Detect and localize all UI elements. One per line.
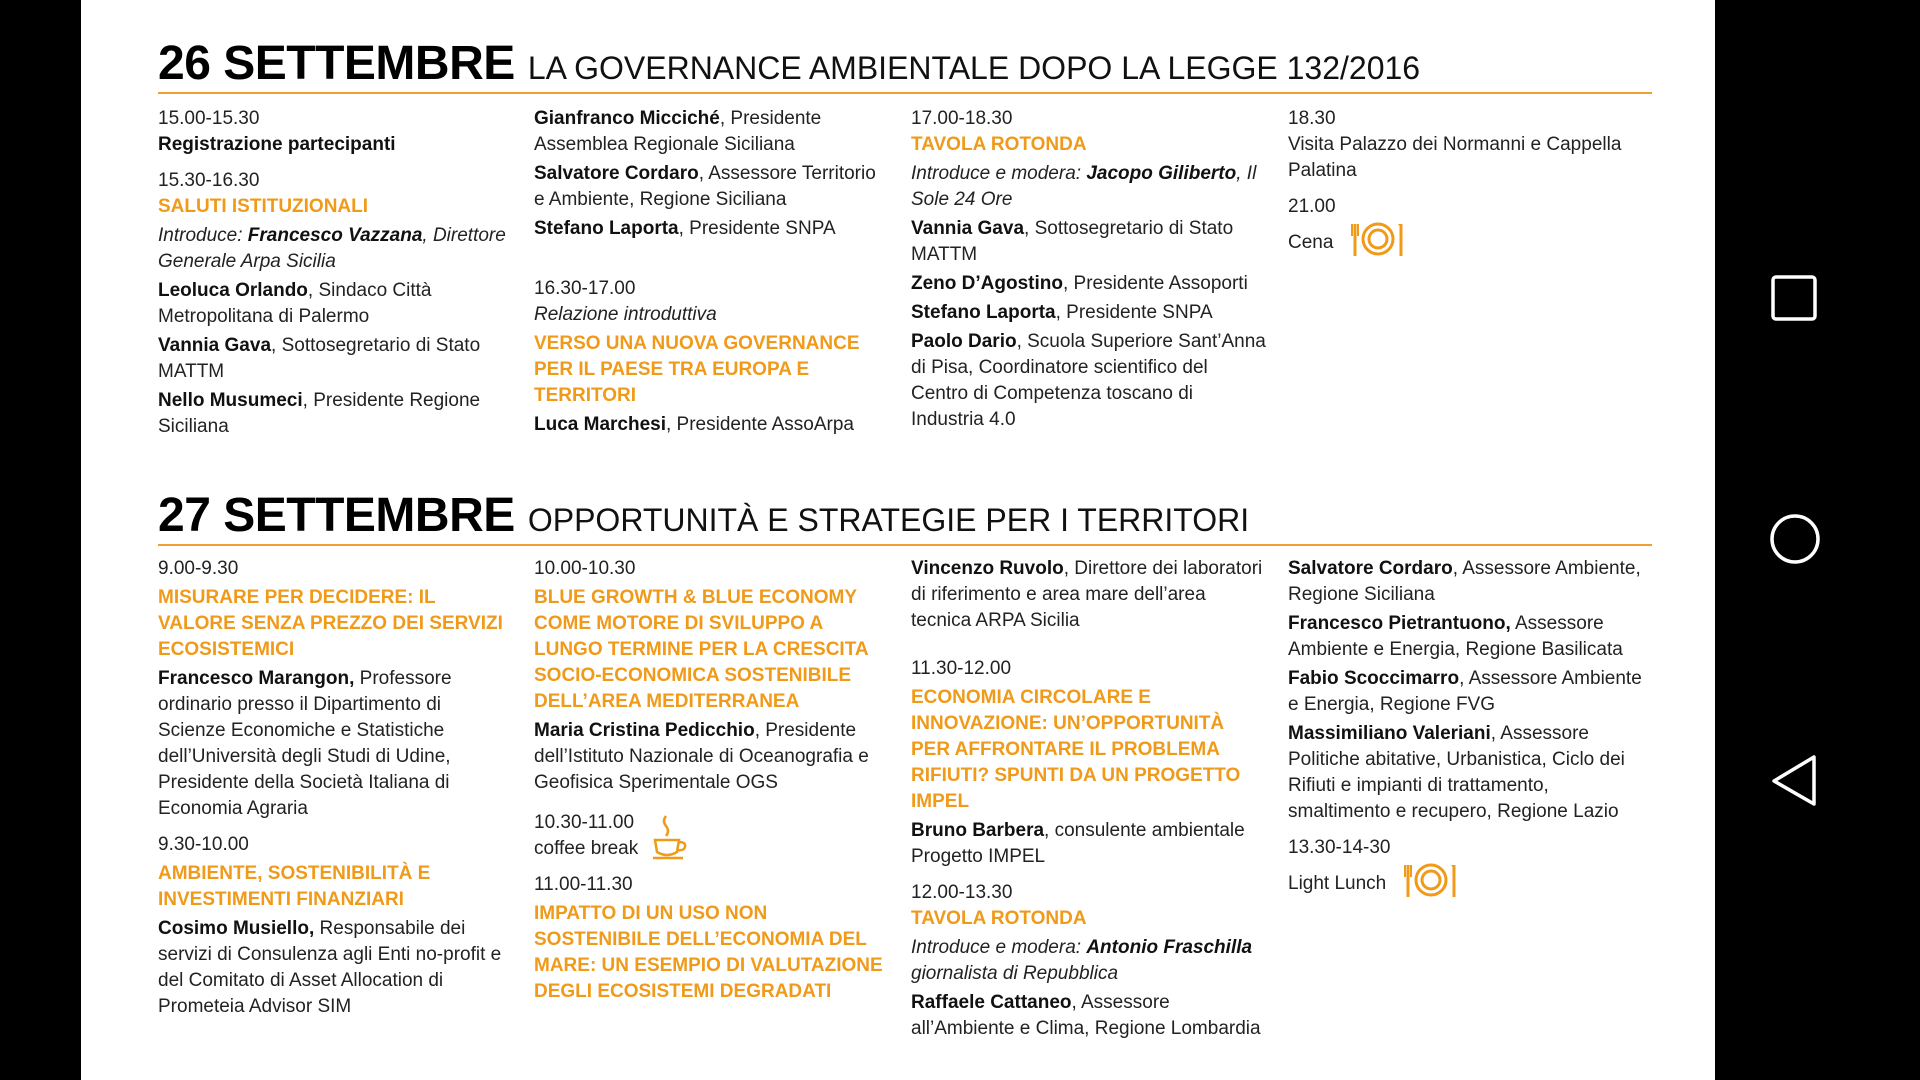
speaker-entry	[911, 300, 1266, 326]
day-date: 26 SETTEMBRE	[158, 37, 515, 90]
speaker-name: Nello Musumeci	[158, 390, 303, 411]
speaker-entry	[158, 333, 513, 385]
speaker-role: , Presidente SNPA	[678, 218, 836, 239]
speaker-name: Stefano Laporta	[911, 302, 1056, 323]
session-label: Relazione introduttiva	[534, 304, 717, 325]
speaker-name: Salvatore Cordaro	[1288, 558, 1453, 579]
moderator-label: Introduce e modera:	[911, 163, 1087, 184]
time-slot: 15.00-15.30	[158, 108, 260, 129]
speaker-role: , Direttore Generale Arpa Sicilia	[158, 225, 506, 272]
speaker-role: , Sindaco Città Metropolitana di Palermo	[158, 280, 432, 327]
time-slot: 11.30-12.00	[911, 658, 1012, 679]
speaker-name: Cosimo Musiello,	[158, 918, 315, 939]
time-slot: 11.00-11.30	[534, 874, 633, 895]
speaker-role: , Presidente dell’Istituto Nazionale di Oceanografia e Geofisica Sperimentale OGS	[534, 720, 869, 793]
time-slot: 10.00-10.30	[534, 558, 636, 579]
speaker-role: , Presidente Regione Siciliana	[158, 390, 481, 437]
session-title: TAVOLA ROTONDA	[911, 134, 1087, 155]
speaker-role: , Assessore all’Ambiente e Clima, Regione Lombardia	[911, 992, 1261, 1039]
speaker-name: Salvatore Cordaro	[534, 163, 699, 184]
speaker-entry	[158, 666, 513, 822]
speaker-role: , Assessore Politiche abitative, Urbanistica, Ciclo dei Rifiuti e impianti di trattamento, smaltimento e recupero, Regione Lazio	[1288, 723, 1625, 822]
speaker-entry	[534, 106, 889, 158]
day-theme: OPPORTUNITÀ E STRATEGIE PER I TERRITORI	[527, 502, 1250, 538]
session-label: Cena	[1288, 232, 1334, 254]
speaker-name: Zeno D’Agostino	[911, 273, 1063, 294]
speaker-name: Vannia Gava	[911, 218, 1025, 239]
time-slot: 16.30-17.00	[534, 278, 636, 299]
moderator-label: Introduce e modera:	[911, 937, 1087, 958]
speaker-role: Assessore Ambiente e Energia, Regione Basilicata	[1288, 613, 1623, 660]
moderator-line	[911, 935, 1266, 987]
lunch-line	[1288, 861, 1643, 907]
speaker-entry	[534, 216, 889, 242]
day-theme: LA GOVERNANCE AMBIENTALE DOPO LA LEGGE 132/2016	[527, 50, 1421, 86]
document-page	[81, 0, 1715, 1080]
speaker-role: , Presidente Assoporti	[1062, 273, 1248, 294]
speaker-role: , Il Sole 24 Ore	[911, 163, 1257, 210]
intro-label: Introduce:	[158, 225, 248, 246]
session-title: ECONOMIA CIRCOLARE E INNOVAZIONE: UN’OPPORTUNITÀ PER AFFRONTARE IL PROBLEMA RIFIUTI? SPUNTI DA UN PROGETTO IMPEL	[911, 687, 1241, 812]
session-label: Registrazione partecipanti	[158, 134, 396, 155]
speaker-entry	[158, 278, 513, 330]
speaker-entry	[534, 412, 889, 438]
moderator-line	[911, 161, 1266, 213]
circle-icon	[1770, 514, 1824, 568]
session-label: coffee break	[534, 838, 639, 859]
speaker-name: Vannia Gava	[158, 335, 272, 356]
time-slot: 21.00	[1288, 196, 1336, 217]
speaker-name: Fabio Scoccimarro	[1288, 668, 1460, 689]
session-label: Visita Palazzo dei Normanni e Cappella Palatina	[1288, 134, 1622, 181]
speaker-entry	[1288, 556, 1643, 608]
time-slot: 9.30-10.00	[158, 834, 249, 855]
speaker-role: , Assessore Territorio e Ambiente, Regione Siciliana	[534, 163, 876, 210]
day2-column-3	[911, 556, 1266, 1042]
recents-button[interactable]	[1715, 260, 1920, 340]
speaker-name: Maria Cristina Pedicchio	[534, 720, 755, 741]
square-icon	[1770, 274, 1820, 324]
plate-cutlery-icon	[1402, 861, 1460, 907]
session-title: AMBIENTE, SOSTENIBILITÀ E INVESTIMENTI FINANZIARI	[158, 863, 431, 910]
speaker-entry	[911, 329, 1266, 433]
speaker-name: Raffaele Cattaneo	[911, 992, 1072, 1013]
speaker-name: Francesco Marangon,	[158, 668, 355, 689]
day-header-1	[158, 37, 1652, 94]
speaker-entry	[911, 216, 1266, 268]
speaker-entry	[911, 990, 1266, 1042]
home-button[interactable]	[1715, 500, 1920, 580]
session-title: IMPATTO DI UN USO NON SOSTENIBILE DELL’ECONOMIA DEL MARE: UN ESEMPIO DI VALUTAZIONE DEGLI ECOSISTEMI DEGRADATI	[534, 903, 883, 1002]
back-button[interactable]	[1715, 740, 1920, 820]
speaker-name: Stefano Laporta	[534, 218, 679, 239]
speaker-name: Bruno Barbera	[911, 820, 1045, 841]
day2-column-2	[534, 556, 889, 1005]
speaker-role: , Assessore Ambiente e Energia, Regione FVG	[1288, 668, 1642, 715]
speaker-role: , Presidente AssoArpa	[666, 414, 854, 435]
speaker-entry	[1288, 611, 1643, 663]
plate-cutlery-icon	[1349, 220, 1407, 266]
coffee-break-block	[534, 810, 889, 862]
time-slot: 15.30-16.30	[158, 170, 260, 191]
session-label: Light Lunch	[1288, 873, 1387, 895]
speaker-role: , Sottosegretario di Stato MATTM	[911, 218, 1234, 265]
speaker-entry	[911, 271, 1266, 297]
coffee-cup-icon	[652, 814, 688, 868]
speaker-name: Massimiliano Valeriani	[1288, 723, 1491, 744]
day1-column-2	[534, 106, 889, 438]
speaker-entry	[911, 556, 1266, 634]
session-title: MISURARE PER DECIDERE: IL VALORE SENZA PREZZO DEI SERVIZI ECOSISTEMICI	[158, 587, 503, 660]
day2-column-1	[158, 556, 513, 1020]
speaker-role: , Assessore Ambiente, Regione Siciliana	[1288, 558, 1641, 605]
day1-column-1	[158, 106, 513, 440]
day-header-2	[158, 489, 1652, 546]
speaker-role: , Sottosegretario di Stato MATTM	[158, 335, 481, 382]
time-slot: 12.00-13.30	[911, 882, 1013, 903]
time-slot: 10.30-11.00	[534, 812, 635, 833]
speaker-role: giornalista di Repubblica	[911, 963, 1119, 984]
dinner-line	[1288, 220, 1643, 266]
speaker-role: Professore ordinario presso il Dipartimento di Scienze Economiche e Statistiche dell’Università degli Studi di Udine, Presidente della Società Italiana di Economia Agraria	[158, 668, 452, 819]
speaker-role: Responsabile dei servizi di Consulenza agli Enti no-profit e del Comitato di Asset Allocation di Prometeia Advisor SIM	[158, 918, 502, 1017]
triangle-back-icon	[1770, 754, 1820, 810]
day1-column-4	[1288, 106, 1643, 266]
speaker-entry	[1288, 721, 1643, 825]
speaker-name: Luca Marchesi	[534, 414, 666, 435]
time-slot: 13.30-14-30	[1288, 837, 1391, 858]
session-title: SALUTI ISTITUZIONALI	[158, 196, 369, 217]
day1-column-3	[911, 106, 1266, 433]
speaker-name: Francesco Vazzana	[247, 225, 423, 246]
speaker-name: Francesco Pietrantuono,	[1288, 613, 1511, 634]
speaker-name: Antonio Fraschilla	[1086, 937, 1253, 958]
speaker-role: , Presidente Assemblea Regionale Siciliana	[534, 108, 822, 155]
speaker-entry	[911, 818, 1266, 870]
time-slot: 9.00-9.30	[158, 558, 239, 579]
session-title: BLUE GROWTH & BLUE ECONOMY COME MOTORE DI SVILUPPO A LUNGO TERMINE PER LA CRESCITA SOCIO-ECONOMICA SOSTENIBILE DELL’AREA MEDITERRANEA	[534, 587, 868, 712]
day2-column-4	[1288, 556, 1643, 907]
time-slot: 18.30	[1288, 108, 1336, 129]
session-title: TAVOLA ROTONDA	[911, 908, 1087, 929]
speaker-entry	[1288, 666, 1643, 718]
speaker-entry	[534, 718, 889, 796]
speaker-entry	[158, 388, 513, 440]
speaker-name: Gianfranco Micciché	[534, 108, 720, 129]
speaker-name: Leoluca Orlando	[158, 280, 308, 301]
speaker-entry	[534, 161, 889, 213]
time-slot: 17.00-18.30	[911, 108, 1013, 129]
intro-line	[158, 223, 513, 275]
speaker-name: Jacopo Giliberto	[1086, 163, 1237, 184]
android-nav-bar	[1715, 0, 1920, 1080]
speaker-role: , consulente ambientale Progetto IMPEL	[911, 820, 1245, 867]
session-title: VERSO UNA NUOVA GOVERNANCE PER IL PAESE TRA EUROPA E TERRITORI	[534, 333, 860, 406]
speaker-entry	[158, 916, 513, 1020]
speaker-role: , Scuola Superiore Sant’Anna di Pisa, Coordinatore scientifico del Centro di Competenza toscano di Industria 4.0	[911, 331, 1266, 430]
speaker-role: , Presidente SNPA	[1055, 302, 1213, 323]
speaker-name: Paolo Dario	[911, 331, 1017, 352]
day-date: 27 SETTEMBRE	[158, 489, 515, 542]
speaker-role: , Direttore dei laboratori di riferimento e area mare dell’area tecnica ARPA Sicilia	[911, 558, 1263, 631]
speaker-name: Vincenzo Ruvolo	[911, 558, 1064, 579]
